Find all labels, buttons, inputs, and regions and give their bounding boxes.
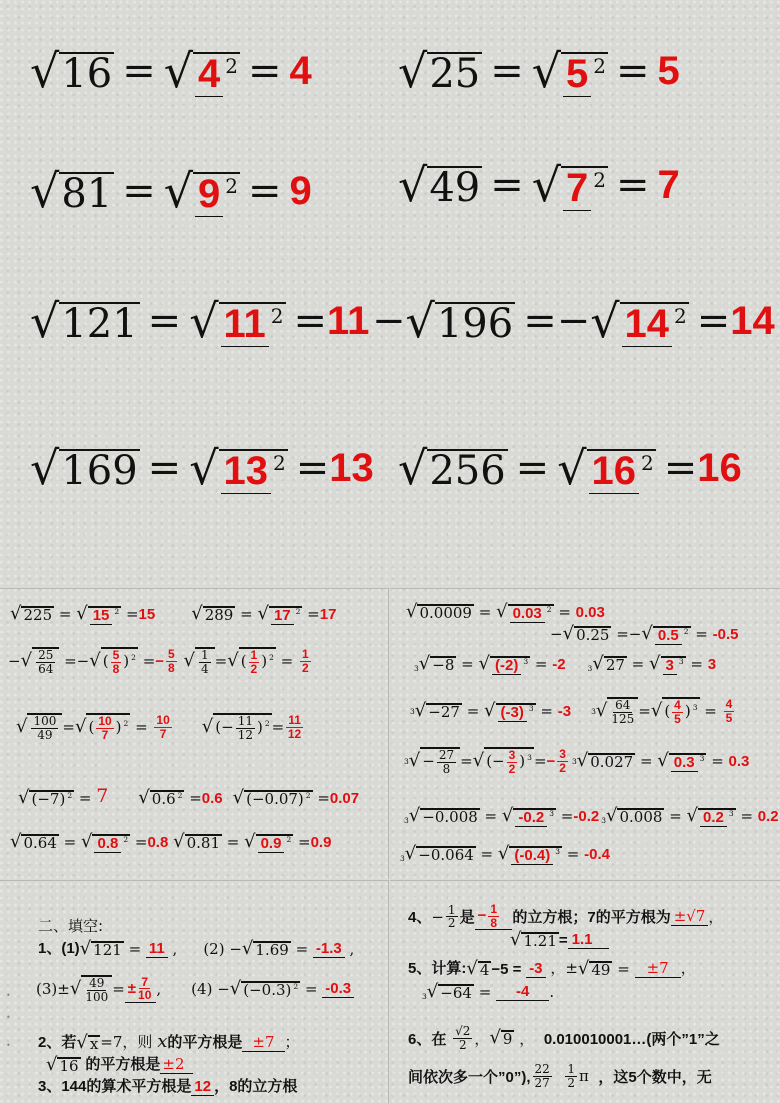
q3-line: 3、144的算术平方根是 12 ，8的立方根 xyxy=(38,1078,298,1095)
mid-right-panel xyxy=(390,588,780,879)
equation-row3-right: − √ 196 = − √ 14 $^2$ = 14 xyxy=(372,294,775,348)
mr-row2: − √ 0.25 =− √ 0.5 $^2$ = -0.5 xyxy=(550,623,739,644)
q1-line: 1、(1) √ 121 = 11 , (2) − √ 1.69 = -1.3 , xyxy=(38,938,355,959)
equation-row1-right: √ 25 = √ 5 $^2$ = 5 xyxy=(398,44,680,98)
ml-row1: √ 225 = √ 15 $^2$ = 15 √ 289 = √ 17 $^2$ = 17 xyxy=(10,603,337,624)
q4b-line: √ 1.21 = 1.1 xyxy=(510,931,609,949)
ml-row2: − √ $\frac{25}{64}$ =− √ ( $\frac{5}{8}$ ) $^2$ = − $\frac{5}{8}$ √ $\frac{1}{4}$ = √ ( $\frac{1}{2}$ ) $^2$ = $\frac{1}{2}$ xyxy=(8,647,309,676)
q5b-line: 3 √ −64 = -4 . xyxy=(422,981,555,1002)
equation-row1-left: √ 16 = √ 4 $^2$ = 4 xyxy=(30,44,312,98)
q6b-line: 间依次多一个”0”), $\frac{22}{27}$ $\frac{1}{2}$ π ，这5个数中，无 xyxy=(408,1062,712,1090)
bottom-left-panel xyxy=(0,880,389,1103)
q2-line: 2、若 √ x =7，则 x 的平方根是 ±7 ； xyxy=(38,1031,300,1053)
equation-row4-right: √ 256 = √ 16 $^2$ = 16 xyxy=(398,441,742,495)
ml-row5: √ 0.64 = √ 0.8 $^2$ = 0.8 √ 0.81 = √ 0.9 $^2$ = 0.9 xyxy=(10,831,332,852)
q4-line: 4、 − $\frac{1}{2}$ 是 − $\frac{1}{8}$ 的立方根；7的平方根为 ±√7 ， xyxy=(408,902,724,931)
mr-row1: √ 0.0009 = √ 0.03 $^2$ = 0.03 xyxy=(406,601,605,622)
q2b-line: √ 16 的平方根是 ±2 xyxy=(46,1053,193,1074)
equation-row2-left: √ 81 = √ 9 $^2$ = 9 xyxy=(30,164,312,218)
bottom-right-panel xyxy=(390,880,780,1103)
equation-row4-left: √ 169 = √ 13 $^2$ = 13 xyxy=(30,441,374,495)
equation-row3-left: √ 121 = √ 11 $^2$ = 11 xyxy=(30,294,370,348)
q1b-line: (3)± √ $\frac{49}{100}$ = ± $\frac{7}{10}$ , (4) − √ (−0.3) $^2$ = -0.3 xyxy=(36,975,354,1003)
equation-row2-right: √ 49 = √ 7 $^2$ = 7 xyxy=(398,158,680,212)
ml-row4: √ (−7) $^2$ = 7 √ 0.6 $^2$ = 0.6 √ (−0.07) $^2$ = 0.07 xyxy=(18,785,360,808)
margin-mark: • xyxy=(6,991,11,1000)
q6-line: 6、在 $\frac{√2}{2}$ ， √ 9 ， 0.010010001…(两个”1”之 xyxy=(408,1024,720,1052)
mr-row6: 3 √ −0.008 = √ -0.2 $^3$ = -0.2 3 √ 0.008 = √ 0.2 $^3$ = 0.2 xyxy=(404,805,779,826)
mr-row4: 3 √ −27 = √ (-3) $^3$ = -3 3 √ $\frac{64}{125}$ = √ ( $\frac{4}{5}$ ) $^3$ = $\frac{4}{5}$ xyxy=(410,697,733,726)
mr-row7: 3 √ −0.064 = √ (-0.4) $^3$ = -0.4 xyxy=(400,843,610,864)
mid-left-panel xyxy=(0,588,389,879)
margin-mark: • xyxy=(6,1013,11,1022)
mr-row5: 3 √ − $\frac{27}{8}$ = √ (− $\frac{3}{2}$ ) $^3$ = − $\frac{3}{2}$ 3 √ 0.027 = √ 0.3 $^3$ = 0.3 xyxy=(404,747,750,776)
ml-row3: √ $\frac{100}{49}$ = √ ( $\frac{10}{7}$ ) $^2$ = $\frac{10}{7}$ √ (− $\frac{11}{12}$ ) $^2$ = $\frac{11}{12}$ xyxy=(16,713,302,742)
mr-row3: 3 √ −8 = √ (-2) $^3$ = -2 3 √ 27 = √ 3 $^3$ = 3 xyxy=(414,653,717,674)
section-heading: 二、填空: xyxy=(38,917,104,935)
margin-mark: • xyxy=(6,1041,11,1050)
q5-line: 5、计算: √ 4 −5 = -3 ，± √ 49 = ±7 ， xyxy=(408,958,696,979)
